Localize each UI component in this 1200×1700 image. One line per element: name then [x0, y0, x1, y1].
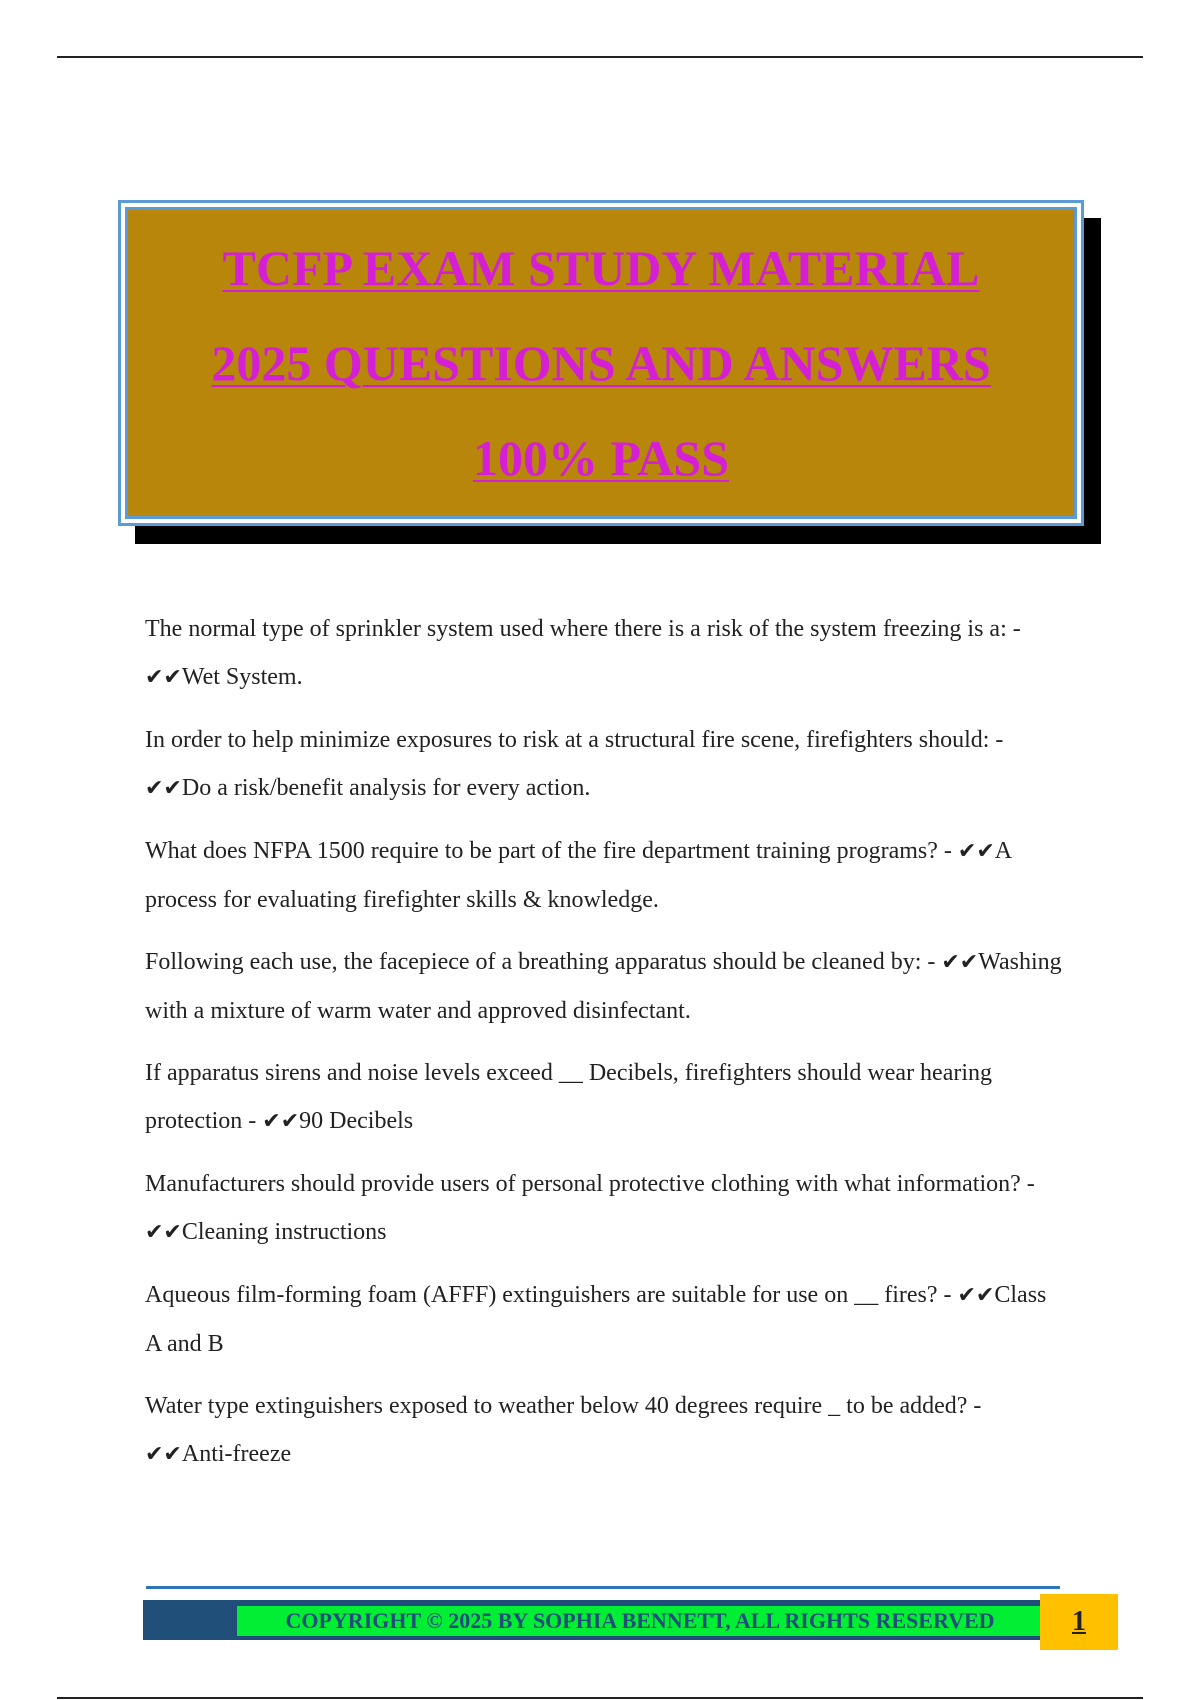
answer-text: Washing with a mixture of warm water and approved disinfectant. [145, 949, 1062, 1024]
title-line-1: TCFP EXAM STUDY MATERIAL [222, 239, 980, 296]
double-check-icon: ✔✔ [957, 1283, 995, 1308]
page-number-badge: 1 [1040, 1594, 1118, 1650]
footer-rule [146, 1586, 1060, 1589]
question-text: Following each use, the facepiece of a breathing apparatus should be cleaned by: - [145, 949, 942, 975]
double-check-icon: ✔✔ [957, 839, 995, 864]
double-check-icon: ✔✔ [145, 1220, 182, 1245]
answer-text: Cleaning instructions [181, 1219, 387, 1245]
double-check-icon: ✔✔ [145, 665, 182, 690]
bottom-rule [57, 1697, 1143, 1699]
qa-item [145, 1049, 1065, 1146]
question-text: Water type extinguishers exposed to weather below 40 degrees require _ to be added? - [145, 1393, 982, 1419]
answer-text: 90 Decibels [299, 1108, 414, 1134]
question-text: The normal type of sprinkler system used where there is a risk of the system freezing is a: - [145, 616, 1021, 642]
qa-item [145, 1160, 1065, 1257]
title-line-2: 2025 QUESTIONS AND ANSWERS [211, 334, 991, 391]
qa-item [145, 827, 1065, 924]
answer-text: Wet System. [181, 664, 303, 690]
answer-text: Class A and B [145, 1282, 1047, 1357]
top-rule [57, 56, 1143, 58]
qa-item [145, 716, 1065, 813]
qa-list [145, 605, 1065, 1493]
question-text: If apparatus sirens and noise levels exceed __ Decibels, firefighters should wear hearing protection - [145, 1060, 993, 1134]
double-check-icon: ✔✔ [941, 950, 979, 975]
answer-text: Do a risk/benefit analysis for every action. [181, 775, 591, 801]
footer-copyright: COPYRIGHT © 2025 BY SOPHIA BENNETT, ALL RIGHTS RESERVED [237, 1606, 1043, 1636]
qa-item [145, 938, 1065, 1035]
question-text: Manufacturers should provide users of personal protective clothing with what information? - [145, 1171, 1035, 1197]
title-box-inner [125, 207, 1077, 519]
question-text: In order to help minimize exposures to risk at a structural fire scene, firefighters should: - [145, 727, 1004, 753]
double-check-icon: ✔✔ [145, 1442, 182, 1467]
qa-item [145, 1382, 1065, 1479]
title-line-3: 100% PASS [472, 430, 730, 487]
question-text: Aqueous film-forming foam (AFFF) extinguishers are suitable for use on __ fires? - [145, 1282, 958, 1308]
title-box [118, 200, 1084, 526]
answer-text: A process for evaluating firefighter skills & knowledge. [145, 838, 1011, 913]
double-check-icon: ✔✔ [262, 1109, 300, 1134]
qa-item [145, 605, 1065, 702]
double-check-icon: ✔✔ [145, 776, 182, 801]
answer-text: Anti-freeze [181, 1441, 292, 1467]
qa-item [145, 1271, 1065, 1368]
question-text: What does NFPA 1500 require to be part of the fire department training programs? - [145, 838, 958, 864]
